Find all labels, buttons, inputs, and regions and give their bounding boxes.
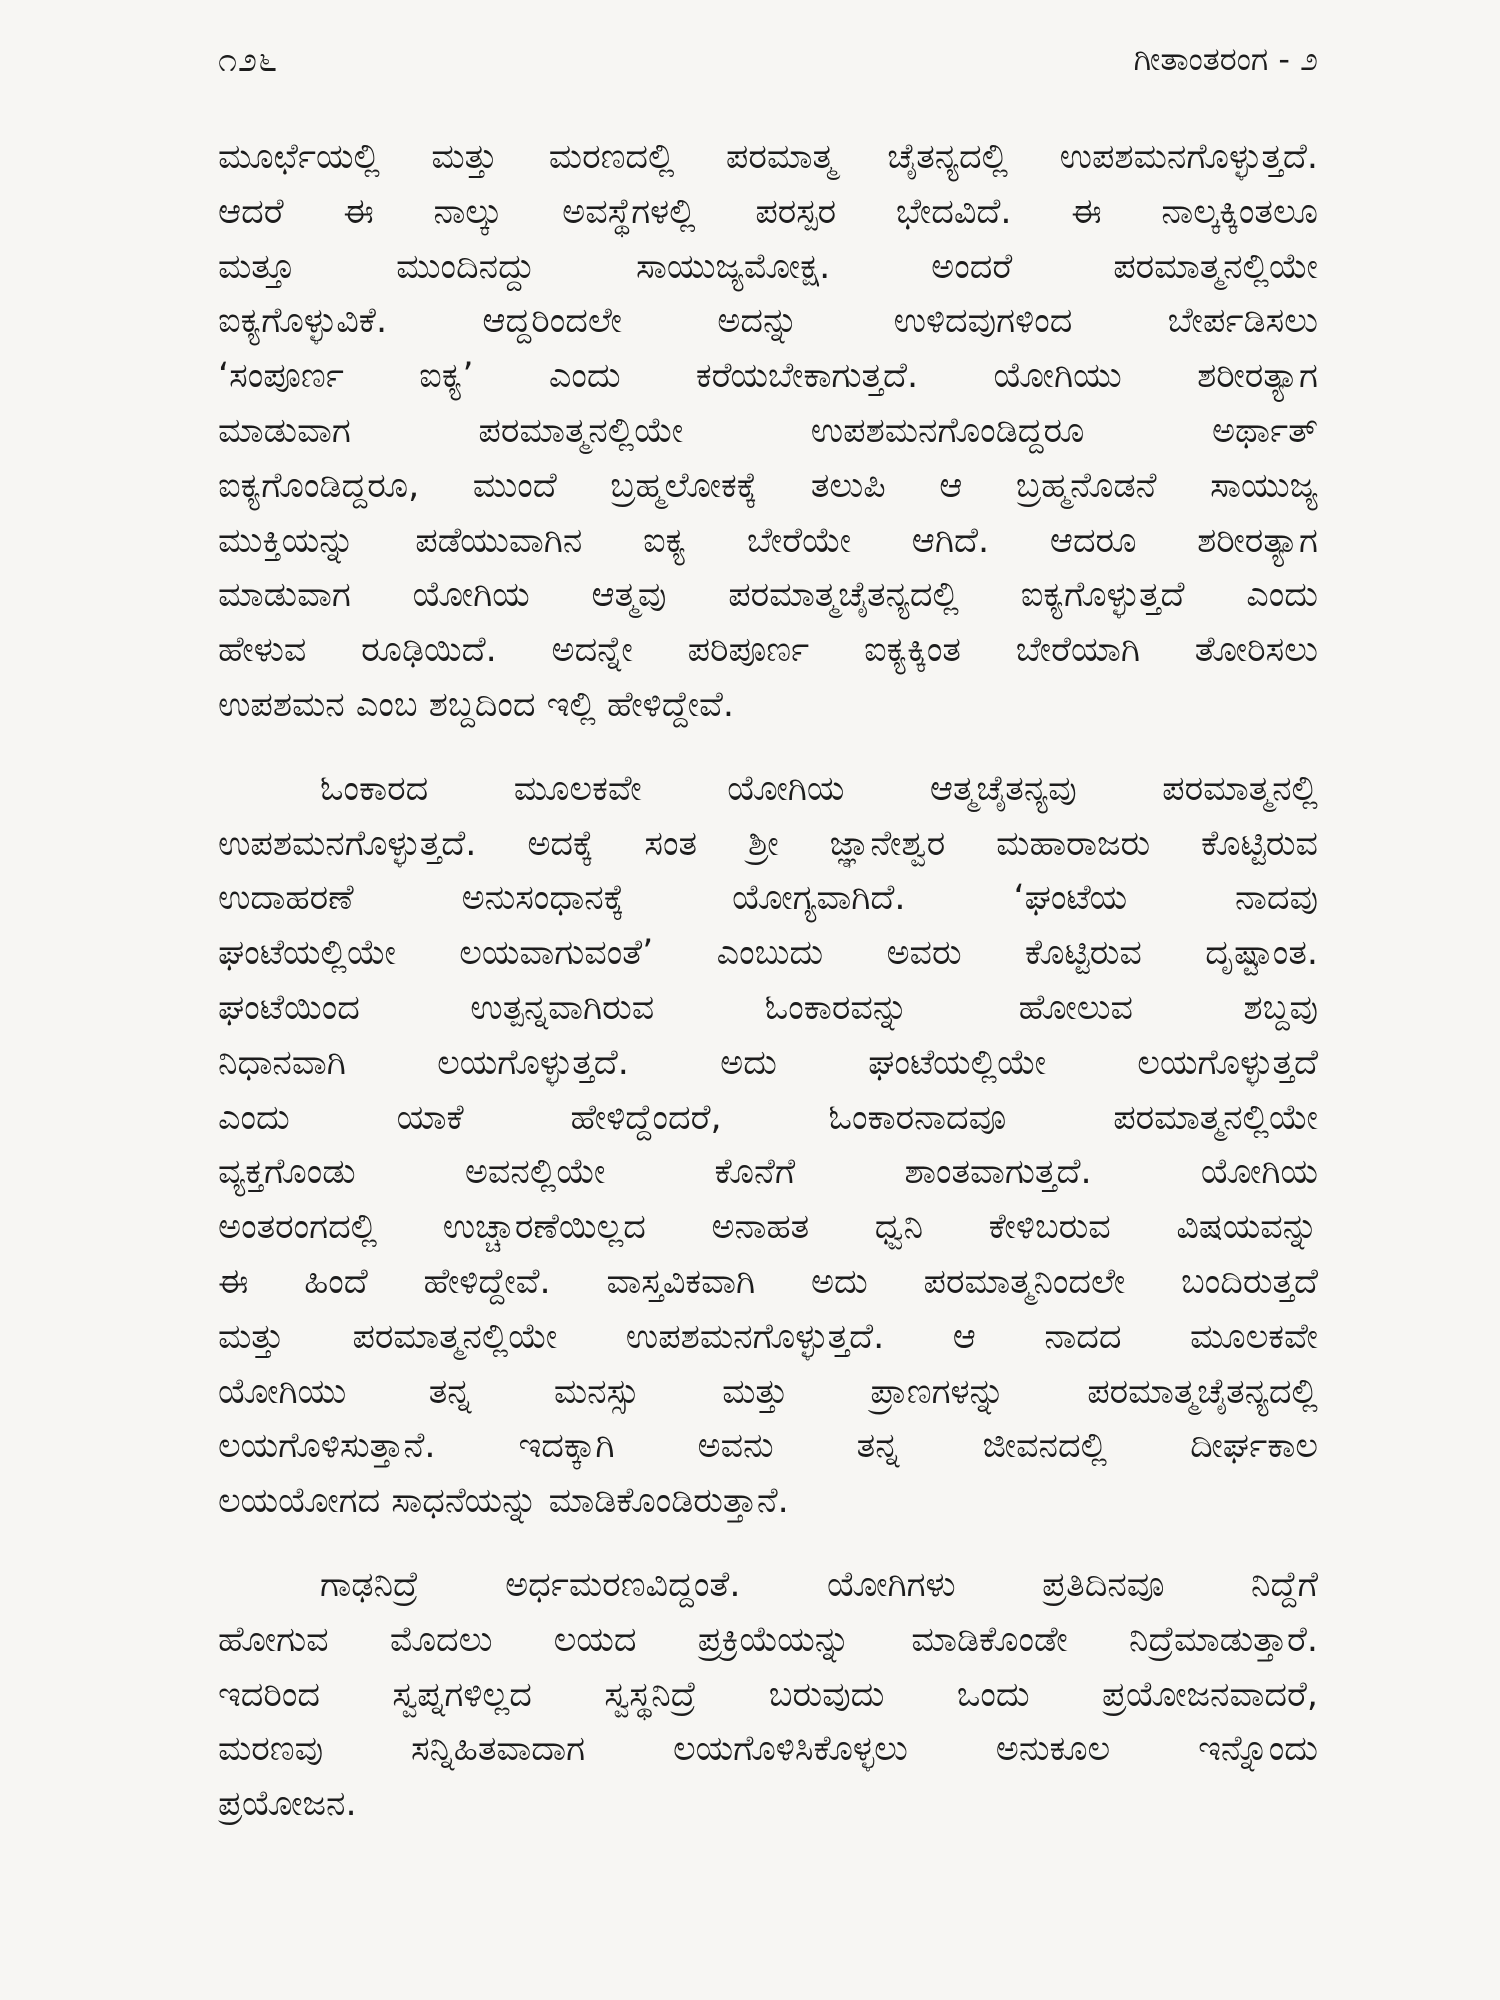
text-line: ಮುಕ್ತಿಯನ್ನು ಪಡೆಯುವಾಗಿನ ಐಕ್ಯ ಬೇರೆಯೇ ಆಗಿದೆ. ಆದರೂ ಶರೀರತ್ಯಾಗ	[218, 520, 1318, 561]
text-line: ಮೂರ್ಛೆಯಲ್ಲಿ ಮತ್ತು ಮರಣದಲ್ಲಿ ಪರಮಾತ್ಮ ಚೈತನ್ಯದಲ್ಲಿ ಉಪಶಮನಗೊಳ್ಳುತ್ತದೆ.	[218, 137, 1318, 177]
text-line: ಘಂಟೆಯಲ್ಲಿಯೇ ಲಯವಾಗುವಂತೆ’ ಎಂಬುದು ಅವರು ಕೊಟ್ಟಿರುವ ದೃಷ್ಟಾಂತ.	[218, 933, 1318, 974]
page-number: ೧೨೬	[218, 40, 279, 80]
text-line: ಮಾಡುವಾಗ ಪರಮಾತ್ಮನಲ್ಲಿಯೇ ಉಪಶಮನಗೊಂಡಿದ್ದರೂ ಅರ್ಥಾತ್	[218, 410, 1318, 451]
text-line: ಯೋಗಿಯು ತನ್ನ ಮನಸ್ಸು ಮತ್ತು ಪ್ರಾಣಗಳನ್ನು ಪರಮಾತ್ಮಚೈತನ್ಯದಲ್ಲಿ	[218, 1371, 1318, 1412]
paragraph-2	[218, 762, 1318, 1529]
text-line: ಪ್ರಯೋಜನ.	[218, 1784, 357, 1825]
text-line: ಗಾಢನಿದ್ರೆ ಅರ್ಧಮರಣವಿದ್ದಂತೆ. ಯೋಗಿಗಳು ಪ್ರತಿದಿನವೂ ನಿದ್ದೆಗೆ	[320, 1564, 1318, 1605]
page-header	[218, 40, 1318, 84]
text-line: ಘಂಟೆಯಿಂದ ಉತ್ಪನ್ನವಾಗಿರುವ ಓಂಕಾರವನ್ನು ಹೋಲುವ ಶಬ್ದವು	[218, 987, 1318, 1028]
text-line: ಲಯಗೊಳಿಸುತ್ತಾನೆ. ಇದಕ್ಕಾಗಿ ಅವನು ತನ್ನ ಜೀವನದಲ್ಲಿ ದೀರ್ಘಕಾಲ	[218, 1426, 1318, 1467]
text-line: ಉಪಶಮನಗೊಳ್ಳುತ್ತದೆ. ಅದಕ್ಕೆ ಸಂತ ಶ್ರೀ ಜ್ಞಾನೇಶ್ವರ ಮಹಾರಾಜರು ಕೊಟ್ಟಿರುವ	[218, 823, 1318, 864]
text-line: ಉದಾಹರಣೆ ಅನುಸಂಧಾನಕ್ಕೆ ಯೋಗ್ಯವಾಗಿದೆ. ‘ಘಂಟೆಯ ನಾದವು	[218, 878, 1318, 919]
text-line: ನಿಧಾನವಾಗಿ ಲಯಗೊಳ್ಳುತ್ತದೆ. ಅದು ಘಂಟೆಯಲ್ಲಿಯೇ ಲಯಗೊಳ್ಳುತ್ತದೆ	[218, 1042, 1318, 1083]
text-line: ಹೇಳುವ ರೂಢಿಯಿದೆ. ಅದನ್ನೇ ಪರಿಪೂರ್ಣ ಐಕ್ಯಕ್ಕಿಂತ ಬೇರೆಯಾಗಿ ತೋರಿಸಲು	[218, 630, 1318, 671]
running-title: ಗೀತಾಂತರಂಗ - ೨	[1133, 40, 1318, 78]
text-line: ಮರಣವು ಸನ್ನಿಹಿತವಾದಾಗ ಲಯಗೊಳಿಸಿಕೊಳ್ಳಲು ಅನುಕೂಲ ಇನ್ನೊಂದು	[218, 1729, 1318, 1770]
text-line: ಆದರೆ ಈ ನಾಲ್ಕು ಅವಸ್ಥೆಗಳಲ್ಲಿ ಪರಸ್ಪರ ಭೇದವಿದೆ. ಈ ನಾಲ್ಕಕ್ಕಿಂತಲೂ	[218, 191, 1318, 232]
paragraph-3	[218, 1558, 1318, 1832]
text-line: ಮಾಡುವಾಗ ಯೋಗಿಯ ಆತ್ಮವು ಪರಮಾತ್ಮಚೈತನ್ಯದಲ್ಲಿ ಐಕ್ಯಗೊಳ್ಳುತ್ತದೆ ಎಂದು	[218, 575, 1318, 616]
text-line: ಈ ಹಿಂದೆ ಹೇಳಿದ್ದೇವೆ. ವಾಸ್ತವಿಕವಾಗಿ ಅದು ಪರಮಾತ್ಮನಿಂದಲೇ ಬಂದಿರುತ್ತದೆ	[218, 1261, 1318, 1302]
text-line: ಮತ್ತು ಪರಮಾತ್ಮನಲ್ಲಿಯೇ ಉಪಶಮನಗೊಳ್ಳುತ್ತದೆ. ಆ ನಾದದ ಮೂಲಕವೇ	[218, 1316, 1318, 1357]
body-text	[218, 130, 1318, 1861]
text-line: ಇದರಿಂದ ಸ್ವಪ್ನಗಳಿಲ್ಲದ ಸ್ವಸ್ಥನಿದ್ರೆ ಬರುವುದು ಒಂದು ಪ್ರಯೋಜನವಾದರೆ,	[218, 1674, 1318, 1715]
text-line: ಐಕ್ಯಗೊಳ್ಳುವಿಕೆ. ಆದ್ದರಿಂದಲೇ ಅದನ್ನು ಉಳಿದವುಗಳಿಂದ ಬೇರ್ಪಡಿಸಲು	[218, 301, 1318, 342]
text-line: ಉಪಶಮನ ಎಂಬ ಶಬ್ದದಿಂದ ಇಲ್ಲಿ ಹೇಳಿದ್ದೇವೆ.	[218, 684, 735, 725]
text-line: ವ್ಯಕ್ತಗೊಂಡು ಅವನಲ್ಲಿಯೇ ಕೊನೆಗೆ ಶಾಂತವಾಗುತ್ತದೆ. ಯೋಗಿಯ	[218, 1152, 1318, 1193]
text-line: ಎಂದು ಯಾಕೆ ಹೇಳಿದ್ದೆಂದರೆ, ಓಂಕಾರನಾದವೂ ಪರಮಾತ್ಮನಲ್ಲಿಯೇ	[218, 1097, 1318, 1138]
text-line: ಐಕ್ಯಗೊಂಡಿದ್ದರೂ, ಮುಂದೆ ಬ್ರಹ್ಮಲೋಕಕ್ಕೆ ತಲುಪಿ ಆ ಬ್ರಹ್ಮನೊಡನೆ ಸಾಯುಜ್ಯ	[218, 465, 1318, 506]
text-line: ‘ಸಂಪೂರ್ಣ ಐಕ್ಯ’ ಎಂದು ಕರೆಯಬೇಕಾಗುತ್ತದೆ. ಯೋಗಿಯು ಶರೀರತ್ಯಾಗ	[218, 356, 1318, 397]
text-line: ಹೋಗುವ ಮೊದಲು ಲಯದ ಪ್ರಕ್ರಿಯೆಯನ್ನು ಮಾಡಿಕೊಂಡೇ ನಿದ್ರೆಮಾಡುತ್ತಾರೆ.	[218, 1619, 1318, 1660]
text-line: ಓಂಕಾರದ ಮೂಲಕವೇ ಯೋಗಿಯ ಆತ್ಮಚೈತನ್ಯವು ಪರಮಾತ್ಮನಲ್ಲಿ	[320, 768, 1318, 809]
text-line: ಲಯಯೋಗದ ಸಾಧನೆಯನ್ನು ಮಾಡಿಕೊಂಡಿರುತ್ತಾನೆ.	[218, 1481, 789, 1522]
text-line: ಮತ್ತೂ ಮುಂದಿನದ್ದು ಸಾಯುಜ್ಯಮೋಕ್ಷ. ಅಂದರೆ ಪರಮಾತ್ಮನಲ್ಲಿಯೇ	[218, 246, 1318, 287]
text-line: ಅಂತರಂಗದಲ್ಲಿ ಉಚ್ಚಾರಣೆಯಿಲ್ಲದ ಅನಾಹತ ಧ್ವನಿ ಕೇಳಿಬರುವ ವಿಷಯವನ್ನು	[218, 1207, 1318, 1248]
paragraph-1	[218, 130, 1318, 733]
